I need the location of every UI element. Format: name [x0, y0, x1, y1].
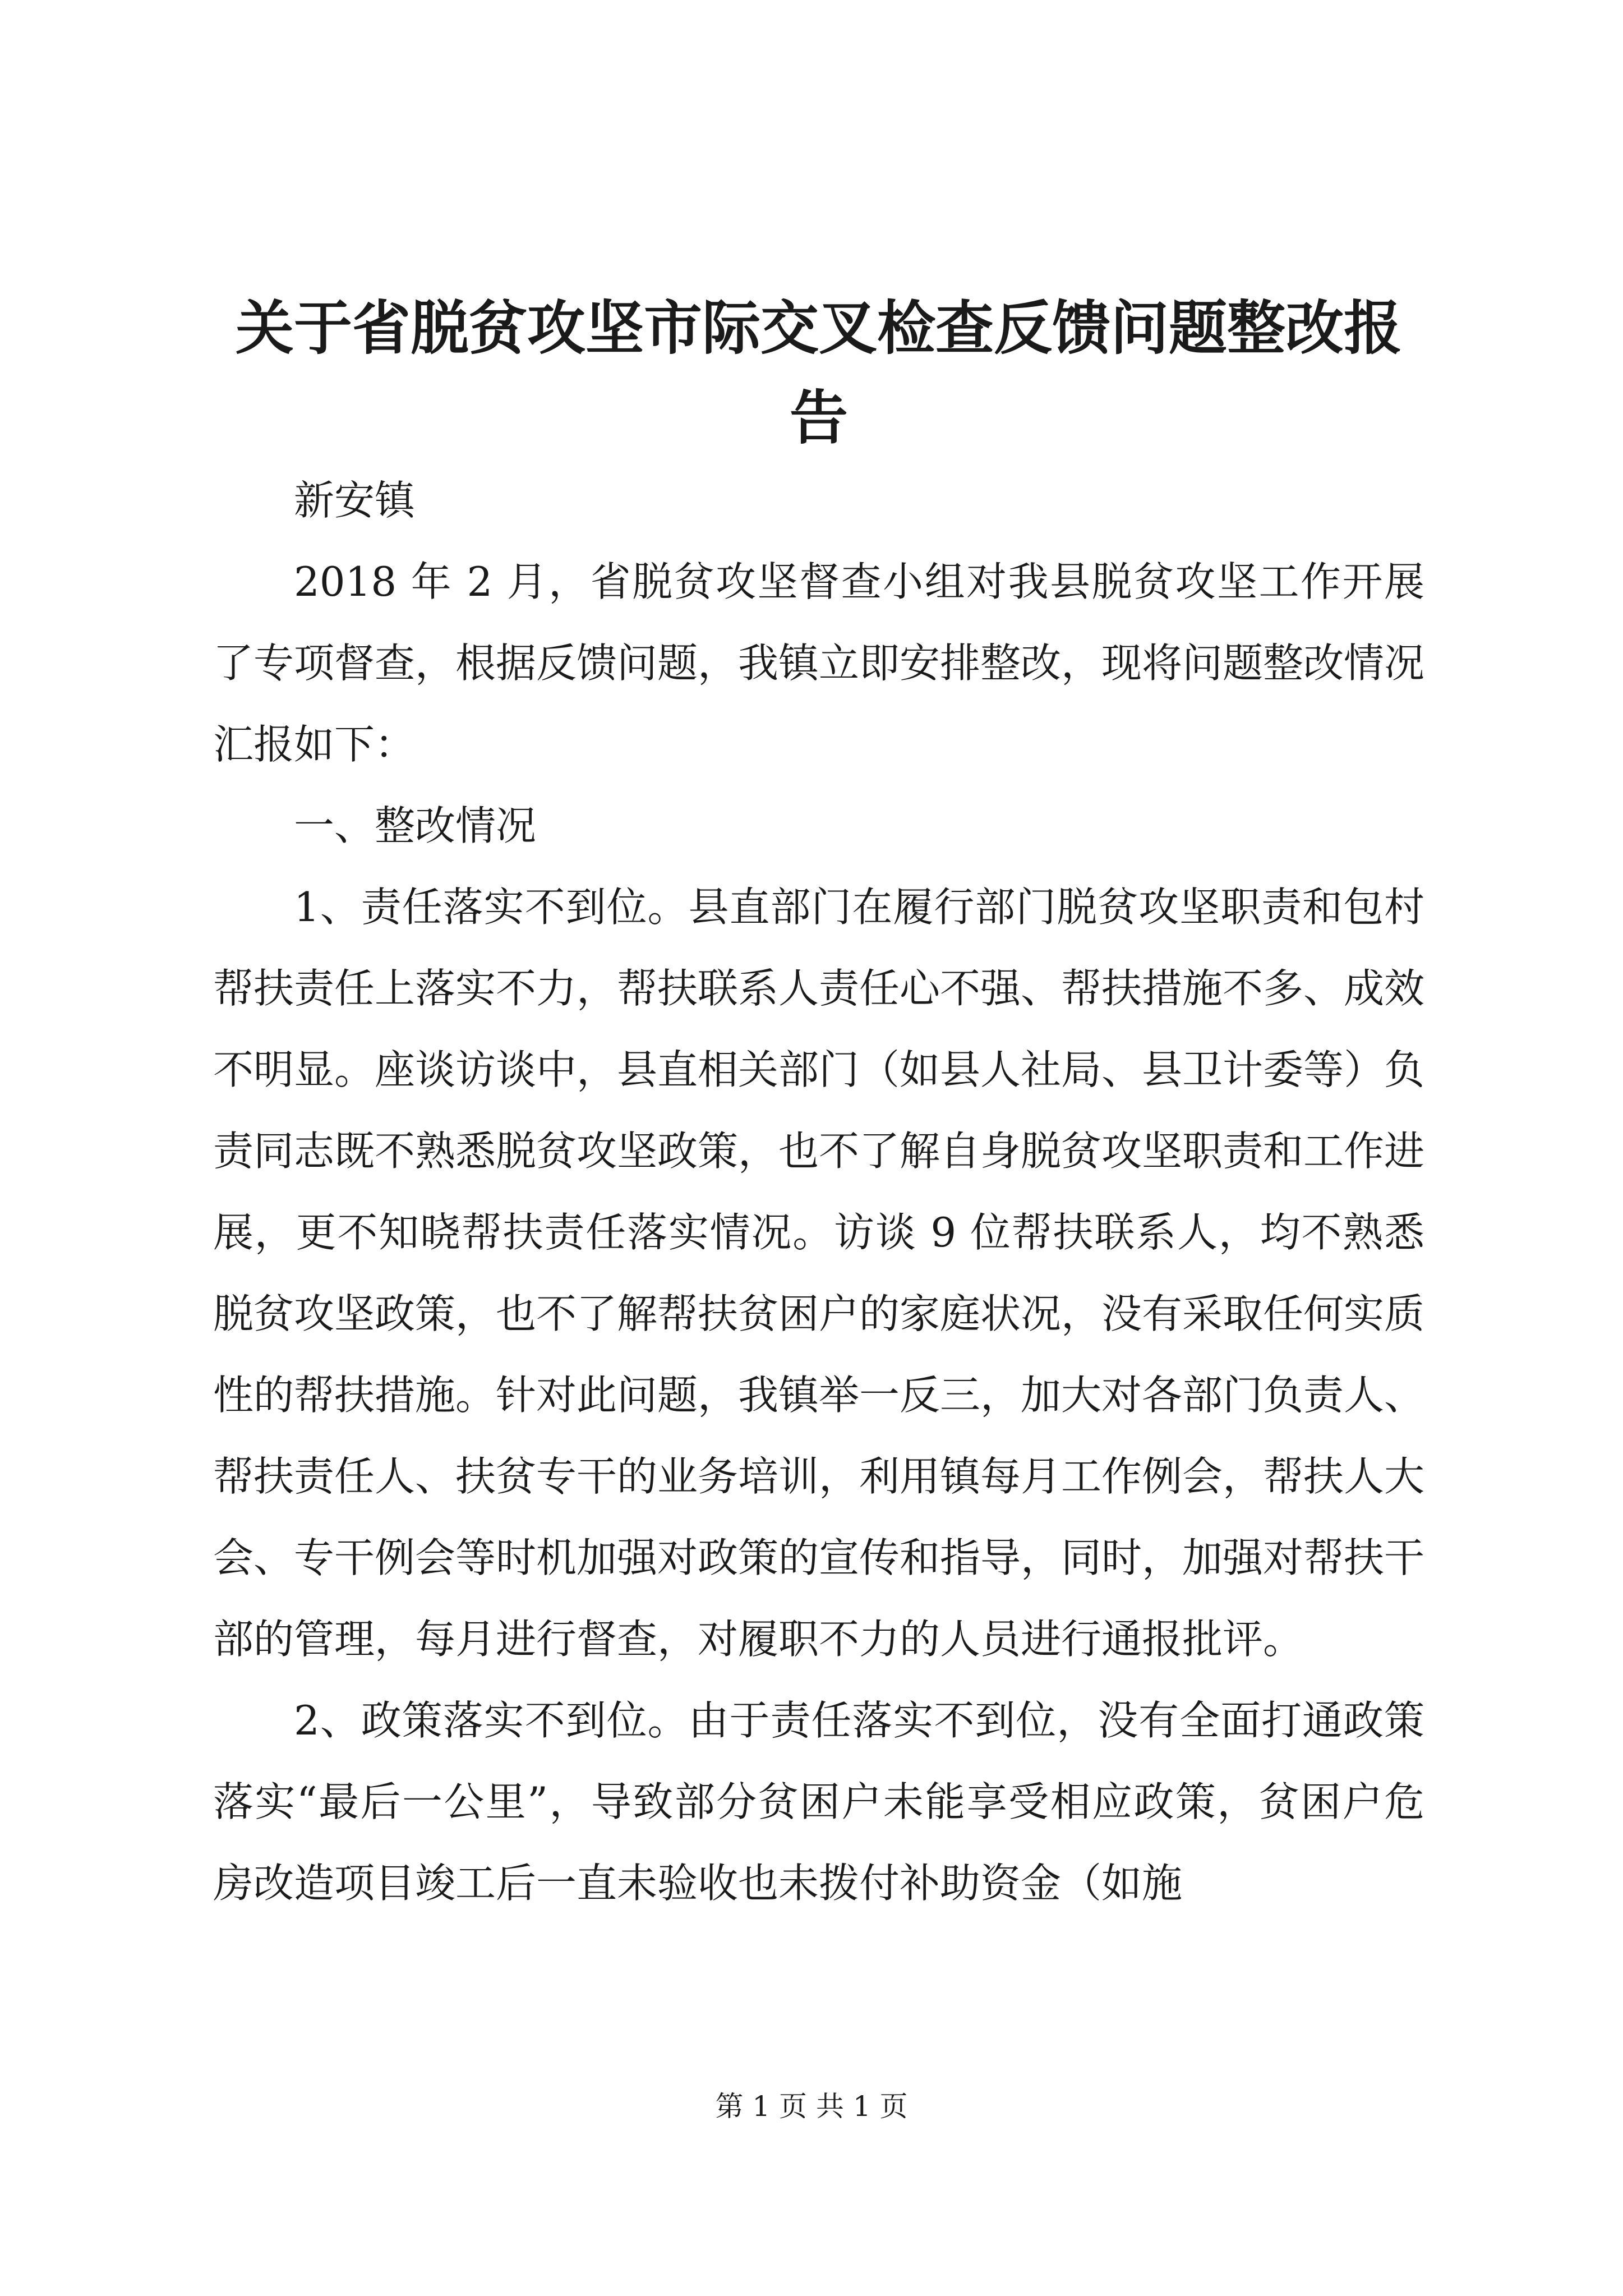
item-2-paragraph: 2、政策落实不到位。由于责任落实不到位，没有全面打通政策落实“最后一公里”，导致部分贫困户未能享受相应政策，贫困户危房改造项目竣工后一直未验收也未拨付补助资金（如施 [213, 1697, 1424, 1907]
document-body [213, 460, 1424, 1924]
item-1-paragraph: 1、责任落实不到位。县直部门在履行部门脱贫攻坚职责和包村帮扶责任上落实不力，帮扶联系人责任心不强、帮扶措施不多、成效不明显。座谈访谈中，县直相关部门（如县人社局、县卫计委等）负责同志既不熟悉脱贫攻坚政策，也不了解自身脱贫攻坚职责和工作进展，更不知晓帮扶责任落实情况。访谈 9 位帮扶联系人，均不熟悉脱贫攻坚政策，也不了解帮扶贫困户的家庭状况，没有采取任何实质性的帮扶措施。针对此问题，我镇举一反三，加大对各部门负责人、帮扶责任人、扶贫专干的业务培训，利用镇每月工作例会，帮扶人大会、专干例会等时机加强对政策的宣传和指导，同时，加强对帮扶干部的管理，每月进行督查，对履职不力的人员进行通报批评。 [213, 884, 1425, 1663]
author-line: 新安镇 [294, 477, 416, 524]
page-footer: 第 1 页 共 1 页 [715, 2090, 908, 2123]
section-heading: 一、整改情况 [294, 802, 537, 849]
intro-paragraph: 2018 年 2 月，省脱贫攻坚督查小组对我县脱贫攻坚工作开展了专项督查，根据反馈问题，我镇立即安排整改，现将问题整改情况汇报如下： [213, 558, 1425, 768]
document-title: 关于省脱贫攻坚市际交叉检查反馈问题整改报告 [235, 293, 1402, 452]
